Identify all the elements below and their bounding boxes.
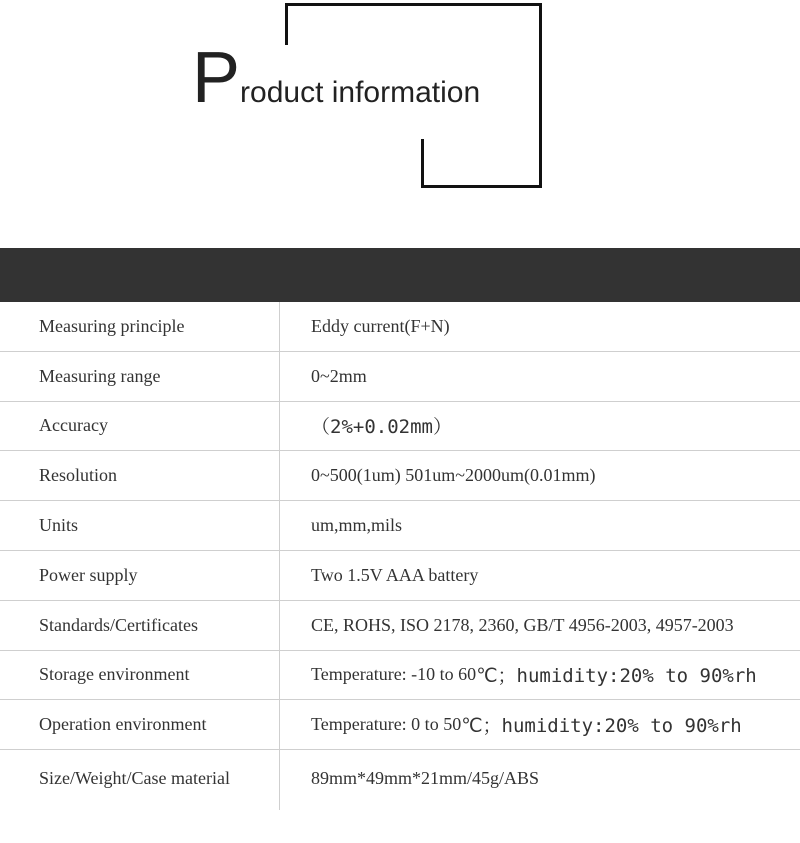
row-value: CE, ROHS, ISO 2178, 2360, GB/T 4956-2003, 4957-2003 — [311, 614, 734, 635]
table-row — [0, 700, 800, 750]
title-initial: P — [192, 38, 241, 118]
row-label: Units — [39, 515, 79, 536]
table-row — [0, 451, 800, 501]
row-label: Operation environment — [39, 714, 207, 735]
value-prefix: Temperature: 0 to 50 — [311, 714, 462, 735]
row-value: Two 1.5V AAA battery — [311, 564, 479, 585]
title-rest: roduct information — [240, 76, 481, 109]
column-divider — [279, 302, 280, 810]
row-value: 0~2mm — [311, 365, 367, 386]
value-suffix: ℃；humidity:20% to 90%rh — [476, 665, 757, 688]
table-row — [0, 750, 800, 806]
row-value — [311, 700, 742, 749]
table-row — [0, 302, 800, 352]
frame-line-left-bottom — [421, 139, 424, 188]
frame-line-right — [539, 3, 542, 188]
row-label: Storage environment — [39, 664, 190, 685]
frame-line-top — [285, 3, 542, 6]
header — [0, 0, 800, 248]
table-header-bar — [0, 248, 800, 302]
row-value: 89mm*49mm*21mm/45g/ABS — [311, 767, 540, 788]
row-label: Power supply — [39, 564, 138, 585]
table-row — [0, 352, 800, 402]
row-value: um,mm,mils — [311, 515, 403, 536]
value-suffix: ℃；humidity:20% to 90%rh — [461, 715, 742, 738]
row-label: Standards/Certificates — [39, 614, 198, 635]
row-value: （2%+0.02mm） — [311, 416, 452, 439]
spec-table — [0, 302, 800, 806]
row-label: Accuracy — [39, 415, 108, 436]
table-row — [0, 501, 800, 551]
row-value — [311, 651, 757, 700]
table-row — [0, 402, 800, 452]
table-row — [0, 551, 800, 601]
table-row — [0, 601, 800, 651]
row-value: Eddy current(F+N) — [311, 315, 450, 336]
row-label: Resolution — [39, 465, 118, 486]
row-value: 0~500(1um) 501um~2000um(0.01mm) — [311, 465, 596, 486]
value-prefix: Temperature: -10 to 60 — [311, 664, 477, 685]
row-label: Measuring range — [39, 365, 161, 386]
frame-line-bottom — [421, 185, 542, 188]
page-title — [192, 38, 480, 133]
row-label: Measuring principle — [39, 315, 185, 336]
row-label: Size/Weight/Case material — [39, 767, 230, 788]
table-row — [0, 651, 800, 701]
